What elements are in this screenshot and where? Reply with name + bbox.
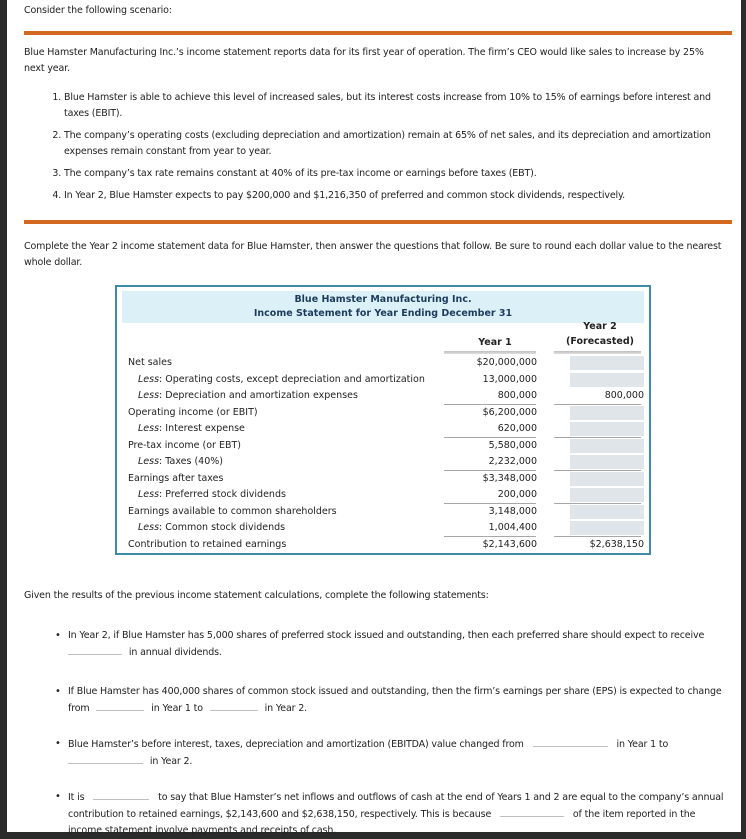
year2-label: Year 2 bbox=[583, 321, 617, 332]
statement-row bbox=[122, 421, 646, 438]
company-name: Blue Hamster Manufacturing Inc. bbox=[294, 294, 472, 305]
question-page bbox=[7, 0, 741, 836]
row-label-text: : Taxes (40%) bbox=[159, 456, 223, 467]
question-preferred-dividend bbox=[68, 628, 724, 661]
question-text: in Year 2. bbox=[264, 703, 308, 714]
income-statement-table bbox=[115, 285, 651, 555]
row-label bbox=[128, 473, 223, 484]
year1-value: 620,000 bbox=[497, 423, 537, 434]
row-label bbox=[138, 390, 358, 401]
year1-value: $2,143,600 bbox=[482, 538, 537, 550]
year2-input[interactable] bbox=[570, 488, 644, 502]
row-label-text: Pre-tax income (or EBT) bbox=[128, 439, 242, 451]
question-text: of the item reported in the income statement involve payments and receipts of cash. bbox=[68, 809, 696, 836]
question-eps bbox=[68, 684, 724, 717]
year2-value: 800,000 bbox=[604, 390, 644, 401]
questions-list bbox=[24, 628, 724, 839]
forecasted-label: (Forecasted) bbox=[566, 336, 634, 347]
year2-input[interactable] bbox=[570, 356, 644, 370]
row-label-text: : Common stock dividends bbox=[159, 522, 286, 533]
statement-row bbox=[122, 372, 646, 389]
accuracy-dropdown[interactable] bbox=[93, 789, 149, 800]
intro-text: Consider the following scenario: bbox=[24, 5, 172, 16]
year1-value: $3,348,000 bbox=[482, 472, 537, 484]
less-prefix: Less bbox=[138, 423, 160, 434]
year2-input[interactable] bbox=[570, 439, 644, 453]
year1-value: $20,000,000 bbox=[476, 357, 537, 368]
header-underline bbox=[444, 351, 536, 354]
question-text: in Year 1 to bbox=[151, 703, 203, 714]
preferred-dividend-dropdown[interactable] bbox=[68, 644, 122, 655]
ebitda-year2-dropdown[interactable] bbox=[68, 753, 143, 764]
year1-value: 3,148,000 bbox=[488, 505, 537, 517]
reason-dropdown[interactable] bbox=[500, 806, 564, 817]
assumption-item: 4. In Year 2, Blue Hamster expects to pay $200,000 and $1,216,350 of preferred and common stock dividends, respectively. bbox=[64, 188, 714, 204]
year2-input[interactable] bbox=[570, 422, 644, 436]
year1-value: 13,000,000 bbox=[482, 373, 537, 385]
row-label bbox=[138, 522, 285, 533]
less-prefix: Less bbox=[138, 390, 160, 401]
row-label bbox=[128, 357, 172, 368]
questions-intro: Given the results of the previous income statement calculations, complete the following statements: bbox=[24, 590, 489, 601]
row-label-text: Operating income (or EBIT) bbox=[128, 406, 258, 418]
row-label bbox=[128, 440, 241, 451]
question-text: Blue Hamster’s before interest, taxes, depreciation and amortization (EBITDA) value changed from bbox=[68, 739, 524, 750]
row-label bbox=[138, 489, 286, 500]
row-label-text: Earnings available to common shareholders bbox=[128, 505, 337, 517]
row-label bbox=[128, 539, 286, 550]
assumption-item: 1. Blue Hamster is able to achieve this level of increased sales, but its interest costs increase from 10% to 15% of earnings before interest and taxes (EBIT). bbox=[64, 90, 714, 122]
question-text: It is bbox=[68, 792, 85, 803]
year2-value: $2,638,150 bbox=[589, 538, 644, 550]
row-label bbox=[128, 506, 337, 517]
row-label bbox=[138, 456, 223, 467]
header-underline bbox=[554, 351, 641, 354]
row-label-text: Contribution to retained earnings bbox=[128, 538, 287, 550]
year1-value: 800,000 bbox=[497, 390, 537, 401]
year2-input[interactable] bbox=[570, 406, 644, 420]
less-prefix: Less bbox=[138, 456, 160, 467]
year2-input[interactable] bbox=[570, 472, 644, 486]
year1-value: $6,200,000 bbox=[482, 406, 537, 418]
row-label bbox=[128, 407, 258, 418]
question-text: to say that Blue Hamster’s net inflows and outflows of cash at the end of Years 1 and 2 are equal to the company’s annual contribution to retained earnings, $2,143,600 and $2,638,150, respectively. This is because bbox=[68, 792, 724, 820]
instructions-text: Complete the Year 2 income statement data for Blue Hamster, then answer the questions that follow. Be sure to round each dollar value to the nearest whole dollar. bbox=[24, 241, 722, 268]
year2-input[interactable] bbox=[570, 373, 644, 387]
year1-value: 2,232,000 bbox=[488, 456, 537, 467]
year2-input[interactable] bbox=[570, 505, 644, 519]
row-label-text: : Operating costs, except depreciation and amortization bbox=[159, 373, 425, 385]
statement-row bbox=[122, 487, 646, 504]
row-label bbox=[138, 423, 245, 434]
eps-year1-dropdown[interactable] bbox=[96, 700, 144, 711]
row-label-text: Net sales bbox=[128, 357, 172, 368]
assumption-item: 2. The company’s operating costs (excluding depreciation and amortization) remain at 65% of net sales, and its depreciation and amortization expenses remain constant from year to year. bbox=[64, 128, 714, 160]
question-text: in Year 2. bbox=[149, 756, 193, 767]
less-prefix: Less bbox=[138, 522, 160, 533]
row-label-text: Earnings after taxes bbox=[128, 472, 224, 484]
eps-year2-dropdown[interactable] bbox=[210, 700, 258, 711]
column-header-year2 bbox=[559, 319, 641, 349]
statement-row bbox=[122, 438, 646, 455]
statement-row bbox=[122, 504, 646, 521]
scenario-text: Blue Hamster Manufacturing Inc.’s income statement reports data for its first year of operation. The firm’s CEO would like sales to increase by 25% next year. bbox=[24, 47, 704, 74]
question-text: in Year 1 to bbox=[616, 739, 669, 750]
year1-value: 200,000 bbox=[497, 489, 537, 500]
question-text: In Year 2, if Blue Hamster has 5,000 shares of preferred stock issued and outstanding, then each preferred share should expect to receive bbox=[68, 630, 705, 641]
statement-row bbox=[122, 537, 646, 554]
statement-row bbox=[122, 454, 646, 471]
statement-row bbox=[122, 388, 646, 405]
column-header-year1: Year 1 bbox=[478, 337, 512, 348]
section-divider bbox=[24, 31, 732, 35]
ebitda-year1-dropdown[interactable] bbox=[533, 736, 608, 747]
year1-value: 1,004,400 bbox=[488, 522, 537, 533]
row-label-text: : Preferred stock dividends bbox=[159, 489, 286, 500]
statement-title: Income Statement for Year Ending December 31 bbox=[253, 308, 513, 319]
section-divider bbox=[24, 220, 732, 224]
year2-input[interactable] bbox=[570, 455, 644, 469]
row-label-text: : Depreciation and amortization expenses bbox=[159, 390, 358, 401]
statement-row bbox=[122, 520, 646, 537]
less-prefix: Less bbox=[138, 373, 160, 385]
row-label-text: : Interest expense bbox=[159, 423, 245, 434]
question-text: in annual dividends. bbox=[128, 647, 222, 658]
less-prefix: Less bbox=[138, 489, 160, 500]
assumptions-list bbox=[24, 90, 714, 210]
statement-row bbox=[122, 471, 646, 488]
assumption-item: 3. The company’s tax rate remains constant at 40% of its pre-tax income or earnings before taxes (EBT). bbox=[64, 166, 714, 182]
row-label bbox=[138, 374, 425, 385]
question-ebitda bbox=[68, 736, 724, 770]
question-text: If Blue Hamster has 400,000 shares of common stock issued and outstanding, then the firm’s earnings per share (EPS) is expected to change from bbox=[68, 686, 722, 714]
year2-input[interactable] bbox=[570, 521, 644, 535]
statement-row bbox=[122, 405, 646, 422]
statement-row bbox=[122, 355, 646, 372]
year1-value: 5,580,000 bbox=[488, 439, 537, 451]
